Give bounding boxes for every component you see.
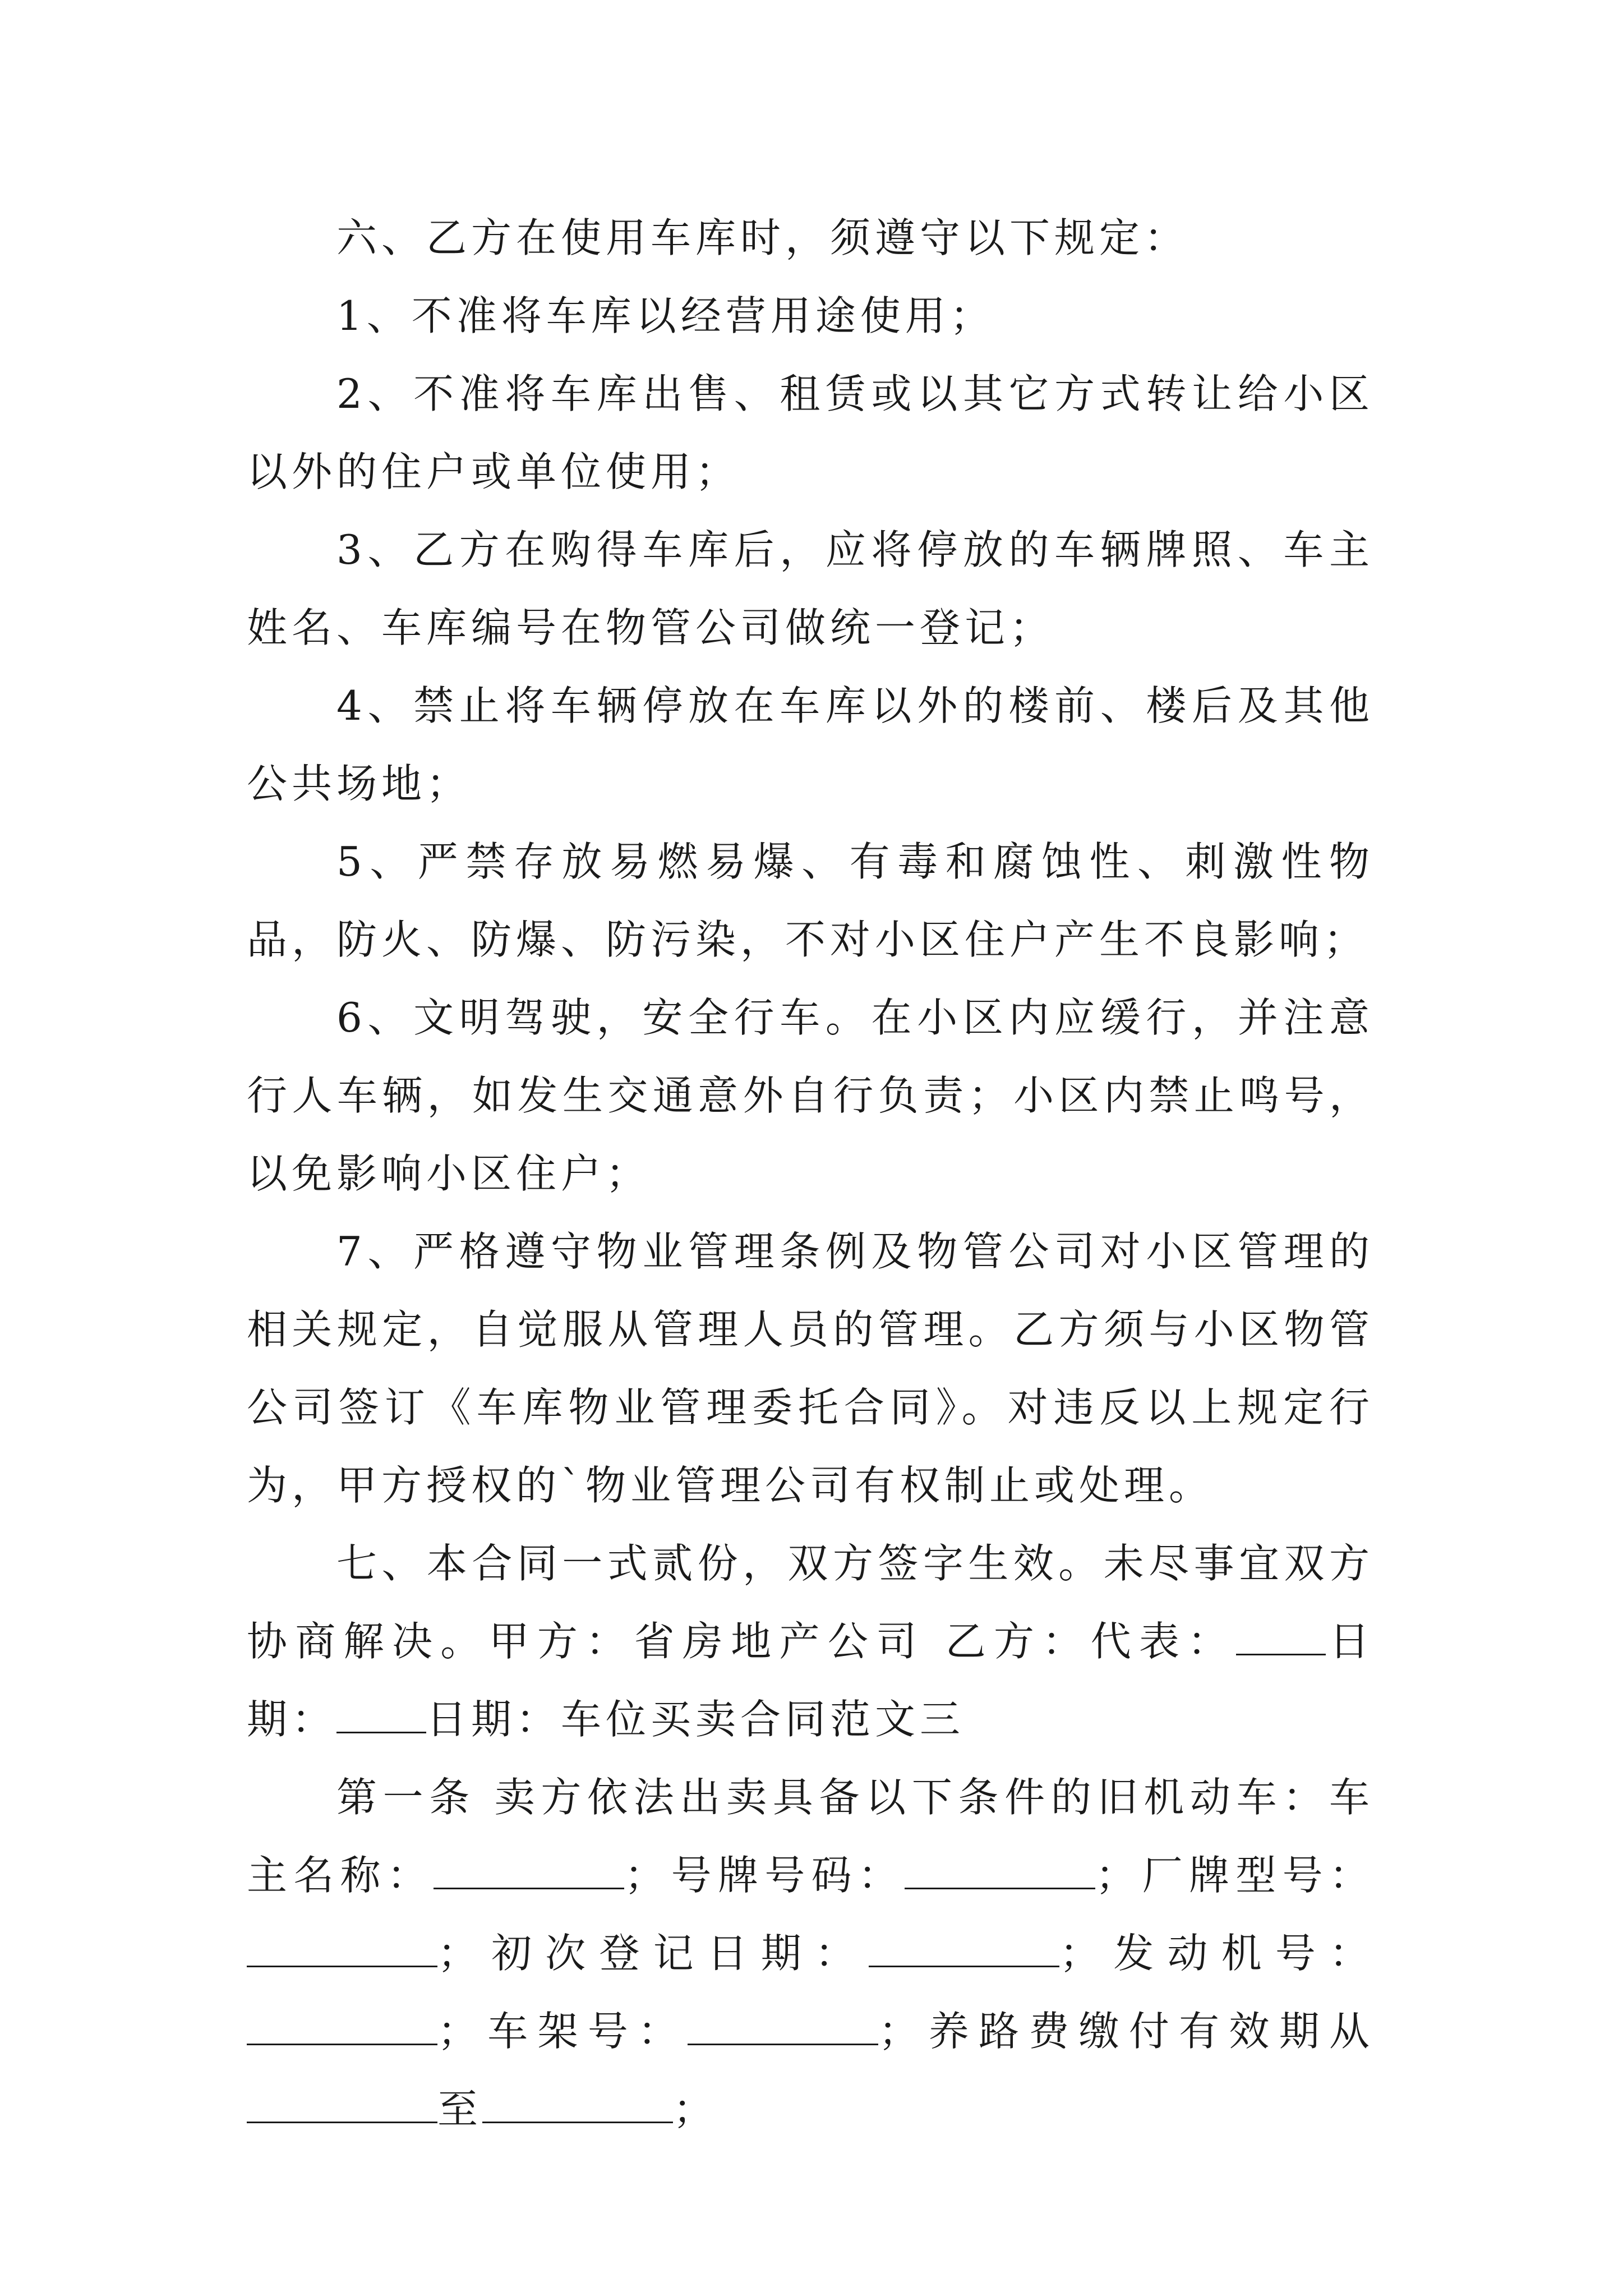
paragraph-rule-6: 6、文明驾驶，安全行车。在小区内应缓行，并注意行人车辆，如发生交通意外自行负责；小区内禁止鸣号，以免影响小区住户； — [247, 994, 1374, 1197]
plate-number-label: ；号牌号码： — [624, 1852, 905, 1899]
section-7-text: 七、本合同一式贰份，双方签字生效。未尽事宜双方协商解决。甲方：省房地产公司 乙方：代表： — [247, 1540, 1374, 1665]
road-fee-from-blank[interactable] — [247, 2088, 437, 2123]
road-fee-to-label: 至 — [437, 2086, 483, 2133]
article-1-end: ； — [673, 2086, 718, 2133]
representative-blank[interactable] — [1236, 1620, 1326, 1655]
first-registration-blank[interactable] — [869, 1932, 1059, 1967]
road-fee-to-blank[interactable] — [482, 2088, 673, 2123]
article-1-intro: 第一条 卖方依法出卖具备以下条件的旧机动车：车主名称： — [247, 1774, 1374, 1899]
paragraph-rule-5: 5、严禁存放易燃易爆、有毒和腐蚀性、刺激性物品，防火、防爆、防污染，不对小区住户产生不良影响； — [247, 838, 1374, 963]
paragraph-rule-3: 3、乙方在购得车库后，应将停放的车辆牌照、车主姓名、车库编号在物管公司做统一登记； — [247, 526, 1374, 651]
owner-name-blank[interactable] — [434, 1854, 624, 1889]
engine-number-label: ；发动机号： — [1059, 1930, 1374, 1977]
brand-model-blank[interactable] — [247, 1932, 437, 1967]
paragraph-rule-4: 4、禁止将车辆停放在车库以外的楼前、楼后及其他公共场地； — [247, 682, 1374, 807]
paragraph-rule-7: 7、严格遵守物业管理条例及物管公司对小区管理的相关规定，自觉服从管理人员的管理。乙方须与小区物管公司签订《车库物业管理委托合同》。对违反以上规定行为，甲方授权的`物业管理公司有权制止或处理。 — [247, 1228, 1374, 1509]
road-fee-label: ；养路费缴付有效期从 — [878, 2008, 1374, 2055]
paragraph-section-6-heading: 六、乙方在使用车库时，须遵守以下规定： — [336, 214, 1189, 261]
date-label-a: 日期： — [247, 1618, 1374, 1743]
paragraph-article-1 — [247, 1759, 1374, 2148]
document-body — [247, 199, 1374, 2148]
paragraph-section-7 — [247, 1525, 1374, 1759]
section-7-tail: 日期：车位买卖合同范文三 — [426, 1696, 965, 1743]
frame-number-label: ；车架号： — [437, 2008, 688, 2055]
brand-model-label: ；厂牌型号： — [1095, 1852, 1374, 1899]
paragraph-rule-2: 2、不准将车库出售、租赁或以其它方式转让给小区以外的住户或单位使用； — [247, 370, 1374, 495]
paragraph-rule-1: 1、不准将车库以经营用途使用； — [336, 292, 995, 339]
engine-number-blank[interactable] — [247, 2010, 437, 2045]
first-registration-label: ；初次登记日期： — [437, 1930, 869, 1977]
plate-number-blank[interactable] — [905, 1854, 1095, 1889]
date-blank-a[interactable] — [336, 1698, 426, 1733]
frame-number-blank[interactable] — [688, 2010, 878, 2045]
